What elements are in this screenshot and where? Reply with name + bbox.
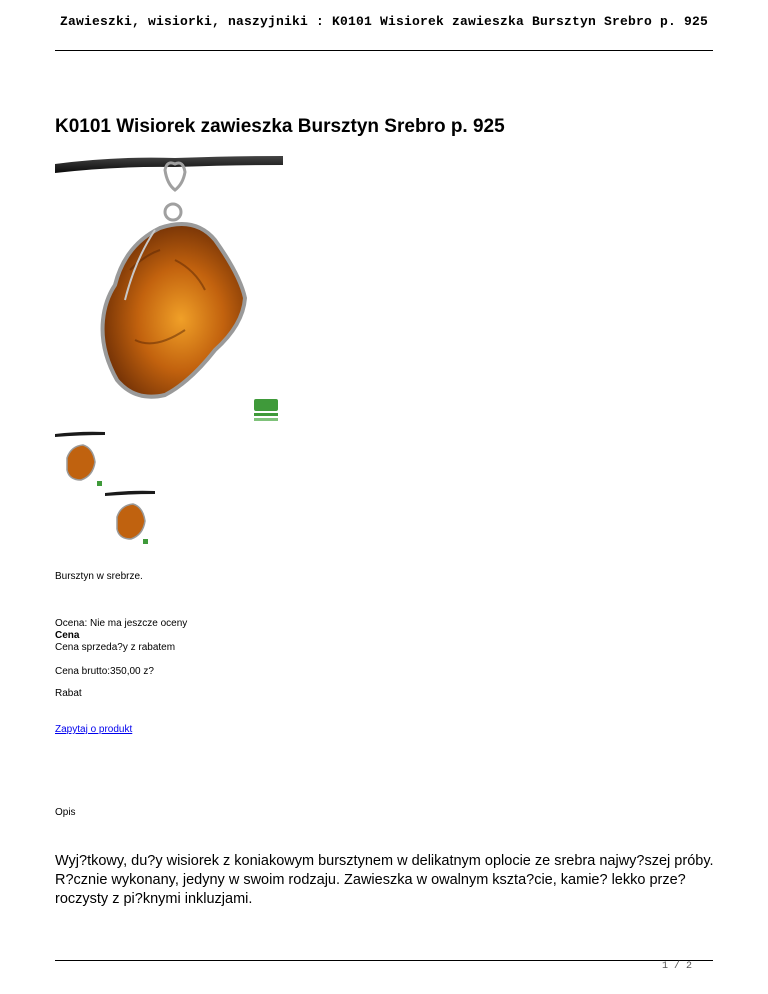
description-heading: Opis — [55, 807, 76, 818]
product-title: K0101 Wisiorek zawieszka Bursztyn Srebro p. 925 — [55, 116, 505, 137]
product-description: Wyj?tkowy, du?y wisiorek z koniakowym bursztynem w delikatnym oplocie ze srebra najwy?szej próby. R?cznie wykonany, jedyny w swoim rodzaju. Zawieszka w owalnym kszta?cie, kamie? lekko prze?roczysty z pi?knymi inkluzjami. — [55, 853, 714, 907]
product-image-main — [55, 150, 285, 425]
page-header: Zawieszki, wisiorki, naszyjniki : K0101 Wisiorek zawieszka Bursztyn Srebro p. 925 — [59, 14, 709, 29]
header-divider — [55, 50, 713, 51]
discount-label: Rabat — [55, 688, 82, 699]
short-description: Bursztyn w srebrze. — [55, 571, 143, 582]
product-thumbnail[interactable] — [105, 487, 155, 549]
page-number: 1 / 2 — [662, 961, 693, 972]
price-type-label: Cena sprzeda?y z rabatem — [55, 642, 176, 653]
footer-divider — [55, 960, 713, 961]
product-thumbnail[interactable] — [55, 428, 105, 490]
price-heading: Cena — [55, 630, 80, 641]
gross-price: Cena brutto:350,00 z? — [55, 666, 154, 677]
ask-about-product-link[interactable]: Zapytaj o produkt — [55, 724, 133, 735]
rating-text: Ocena: Nie ma jeszcze oceny — [55, 618, 188, 629]
store-logo — [252, 397, 280, 423]
